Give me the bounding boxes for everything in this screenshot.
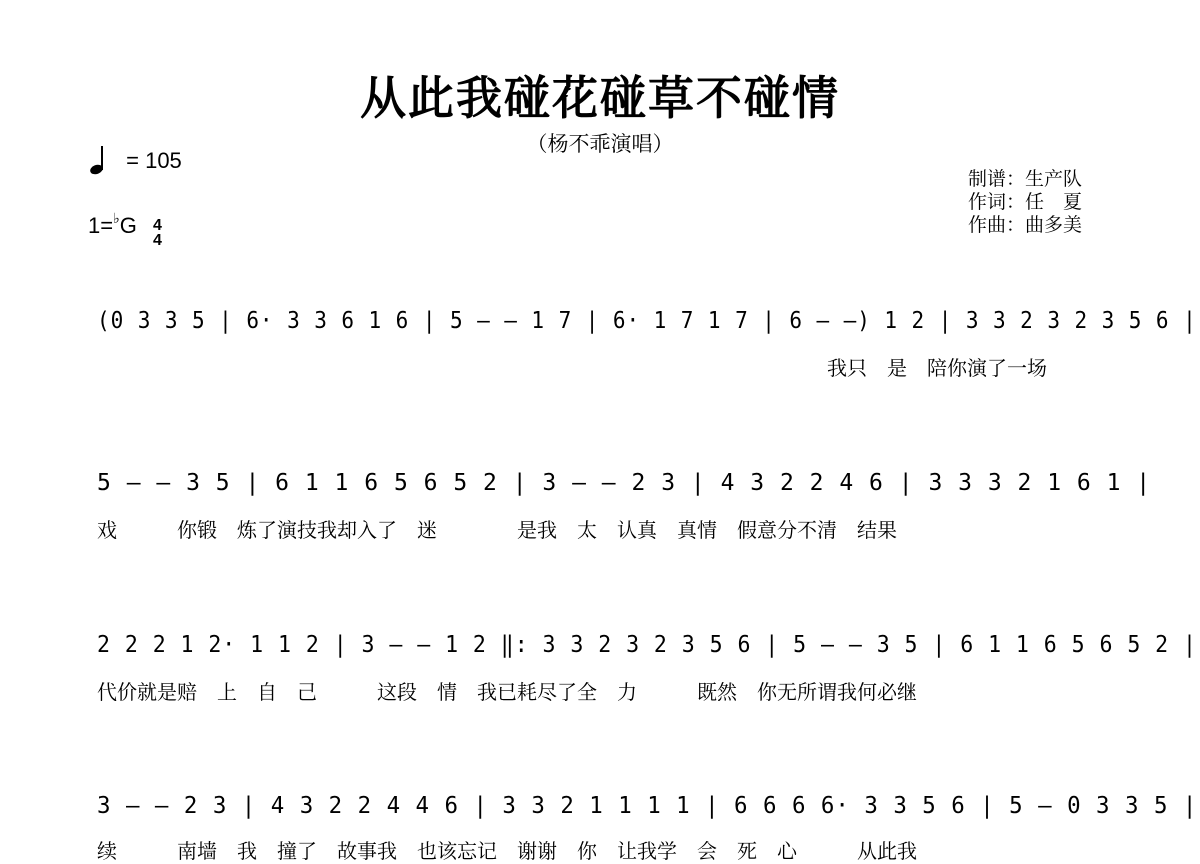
time-signature (153, 218, 162, 248)
key-signature (88, 210, 162, 248)
notation-line: 3 — — 2 3 | 4 3 2 2 4 4 6 | 3 3 2 1 1 1 1 | 6 6 6 6· 3 3 5 6 | 5 — 0 3 3 5 | (97, 793, 1198, 819)
composer-credit: 作曲：曲多美 (968, 214, 1083, 236)
lyricist-credit: 作词：任 夏 (968, 191, 1083, 213)
notation-line: 2 2 2 1 2· 1 1 2 | 3 — — 1 2 ‖: 3 3 2 3 2 3 5 6 | 5 — — 3 5 | 6 1 1 6 5 6 5 2 | (97, 632, 1197, 658)
performer-subtitle: （杨不乖演唱） (526, 132, 674, 156)
quarter-note-icon (88, 144, 110, 174)
lyrics-line: 我只 是 陪你演了一场 (827, 356, 1047, 380)
meter-top: 4 (152, 217, 162, 234)
flat-sign: ♭ (113, 210, 120, 226)
notation-line: (0 3 3 5 | 6· 3 3 6 1 6 | 5 — — 1 7 | 6· 1 7 1 7 | 6 — —) 1 2 | 3 3 2 3 2 3 5 6 | (97, 308, 1197, 334)
lyrics-line: 代价就是赔 上 自 己 这段 情 我已耗尽了全 力 既然 你无所谓我何必继 (97, 680, 917, 704)
key-label: 1= (88, 213, 114, 238)
meter-bottom: 4 (152, 232, 162, 249)
tempo-marking (88, 144, 182, 174)
lyrics-line: 戏 你锻 炼了演技我却入了 迷 是我 太 认真 真情 假意分不清 结果 (97, 518, 897, 542)
score-credit: 制谱：生产队 (968, 168, 1083, 190)
song-title: 从此我碰花碰草不碰情 (360, 71, 840, 125)
tempo-value: = 105 (126, 148, 182, 173)
key-note: G (119, 213, 137, 238)
notation-line: 5 — — 3 5 | 6 1 1 6 5 6 5 2 | 3 — — 2 3 | 4 3 2 2 4 6 | 3 3 3 2 1 6 1 | (97, 470, 1152, 496)
credits-block (968, 168, 1082, 237)
lyrics-line: 续 南墙 我 撞了 故事我 也该忘记 谢谢 你 让我学 会 死 心 从此我 (97, 839, 917, 863)
